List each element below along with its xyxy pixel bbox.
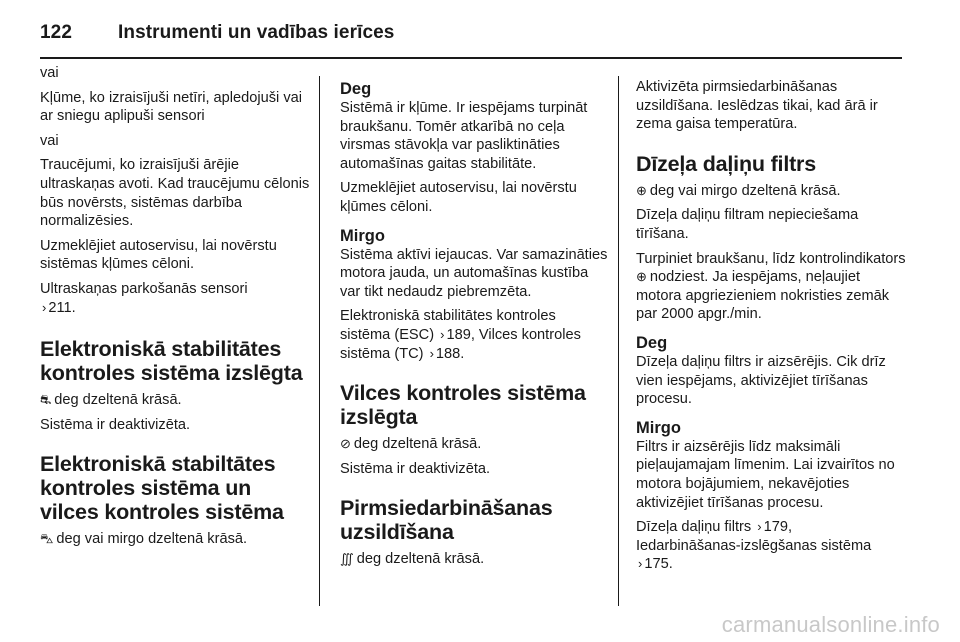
paragraph: Sistēma ir deaktivizēta. — [340, 460, 491, 477]
paragraph: vai — [40, 65, 59, 81]
paragraph: Elektroniskā stabilitātes kontroles sistēma (ESC) › 189, Vilces kontroles sistēma (TC) › 188. — [340, 308, 581, 362]
tc-off-warning-icon: ⊘ — [340, 436, 351, 452]
page-reference[interactable]: 175. — [644, 556, 673, 573]
page-number: 122 — [40, 22, 73, 43]
page-reference[interactable]: 188. — [435, 345, 465, 362]
page-reference[interactable]: 179, — [763, 519, 792, 536]
paragraph: ⛍ deg vai mirgo dzeltenā krāsā. — [40, 531, 248, 548]
section-heading: Elektroniskā stabilitātes kontroles sistēma izslēgta — [40, 337, 303, 386]
paragraph: Uzmeklējiet autoservisu, lai novērstu kļūmes cēloni. — [340, 180, 577, 215]
chapter-title: Instrumenti un vadības ierīces — [118, 22, 395, 43]
paragraph: Traucējumi, ko izraisījuši ārējie ultraskaņas avoti. Kad traucējumu cēlonis būs novērsts, sistēmas darbība normalizēsies. — [40, 157, 310, 230]
paragraph: Sistēmā ir kļūme. Ir iespējams turpināt braukšanu. Tomēr atkarībā no ceļa virsmas stāvokļa var pasliktināties automašīnas gaitas stabilitāte. — [340, 100, 588, 172]
esc-tc-warning-icon: ⛍ — [40, 531, 54, 547]
paragraph: Turpiniet braukšanu, līdz kontrolindikators ⊕ nodziest. Ja iespējams, neļaujiet motora apgriezieniem nokristies zemāk par 2000 apgr./min. — [636, 250, 906, 323]
paragraph: Dīzeļa daļiņu filtrs ir aizsērējis. Cik drīz vien iespējams, aktivizējiet tīrīšanas procesu. — [636, 353, 886, 408]
page-header — [40, 16, 394, 50]
section-heading: Elektroniskā stabiltātes kontroles sistēma un vilces kontroles sistēma — [40, 452, 284, 525]
paragraph: Sistēma aktīvi iejaucas. Var samazināties motora jauda, un automašīnas kustība var tikt nedaudz piebremzēta. — [340, 246, 608, 300]
subheading: Deg — [340, 80, 372, 98]
subheading: Mirgo — [636, 418, 681, 437]
paragraph: vai — [40, 132, 59, 149]
paragraph: Sistēma ir deaktivizēta. — [40, 416, 191, 433]
section-heading: Vilces kontroles sistēma izslēgta — [340, 381, 586, 430]
diesel-particle-filter-icon: ⊕ — [636, 182, 647, 198]
diesel-particle-filter-icon: ⊕ — [636, 269, 647, 285]
column-3 — [636, 60, 906, 580]
header-rule — [40, 57, 902, 59]
reference-arrow-icon: › — [42, 299, 47, 315]
paragraph: ∭ deg dzeltenā krāsā. — [340, 551, 485, 568]
subheading: Mirgo — [340, 226, 385, 245]
paragraph — [40, 280, 310, 317]
section-heading: Pirmsiedarbināšanas uzsildīšana — [340, 496, 553, 545]
page-reference[interactable]: 189, Vilces kontroles sistēma (TC) — [340, 326, 581, 362]
subheading: Deg — [636, 333, 668, 352]
paragraph: Kļūme, ko izraisījuši netīri, apledojuši vai ar sniegu aplipuši sensori — [40, 89, 302, 125]
paragraph: Dīzeļa daļiņu filtrs › 179, Iedarbināšanas-izslēgšanas sistēma › 175. — [636, 519, 872, 573]
paragraph: ⊘ deg dzeltenā krāsā. — [340, 436, 482, 453]
preheating-coil-icon: ∭ — [340, 551, 354, 567]
watermark: carmanualsonline.info — [721, 612, 940, 637]
column-1 — [40, 60, 310, 555]
paragraph: Dīzeļa daļiņu filtram nepieciešama tīrīšana. — [636, 207, 859, 242]
column-2 — [340, 60, 610, 575]
paragraph: Uzmeklējiet autoservisu, lai novērstu sistēmas kļūmes cēloni. — [40, 237, 277, 273]
reference-arrow-icon: › — [440, 326, 445, 342]
column-divider — [618, 76, 619, 606]
column-divider — [319, 76, 320, 606]
section-heading: Dīzeļa daļiņu filtrs — [636, 151, 816, 176]
cross-reference-text: Ultraskaņas parkošanās sensori — [40, 280, 248, 297]
reference-arrow-icon: › — [757, 519, 762, 535]
paragraph: ⛐ deg dzeltenā krāsā. — [40, 392, 182, 409]
page-reference[interactable]: 211. — [48, 299, 76, 316]
paragraph: ⊕ deg vai mirgo dzeltenā krāsā. — [636, 182, 841, 199]
reference-arrow-icon: › — [638, 556, 643, 572]
esc-off-warning-icon: ⛐ — [40, 392, 52, 408]
paragraph: Aktivizēta pirmsiedarbināšanas uzsildīšana. Ieslēdzas tikai, kad ārā ir zema gaisa temperatūra. — [636, 79, 878, 133]
paragraph: Filtrs ir aizsērējis līdz maksimāli pieļaujamajam līmenim. Lai izvairītos no motora bojājumiem, nekavējoties aktivizējiet tīrīšanas procesu. — [636, 438, 895, 511]
reference-arrow-icon: › — [429, 345, 434, 361]
